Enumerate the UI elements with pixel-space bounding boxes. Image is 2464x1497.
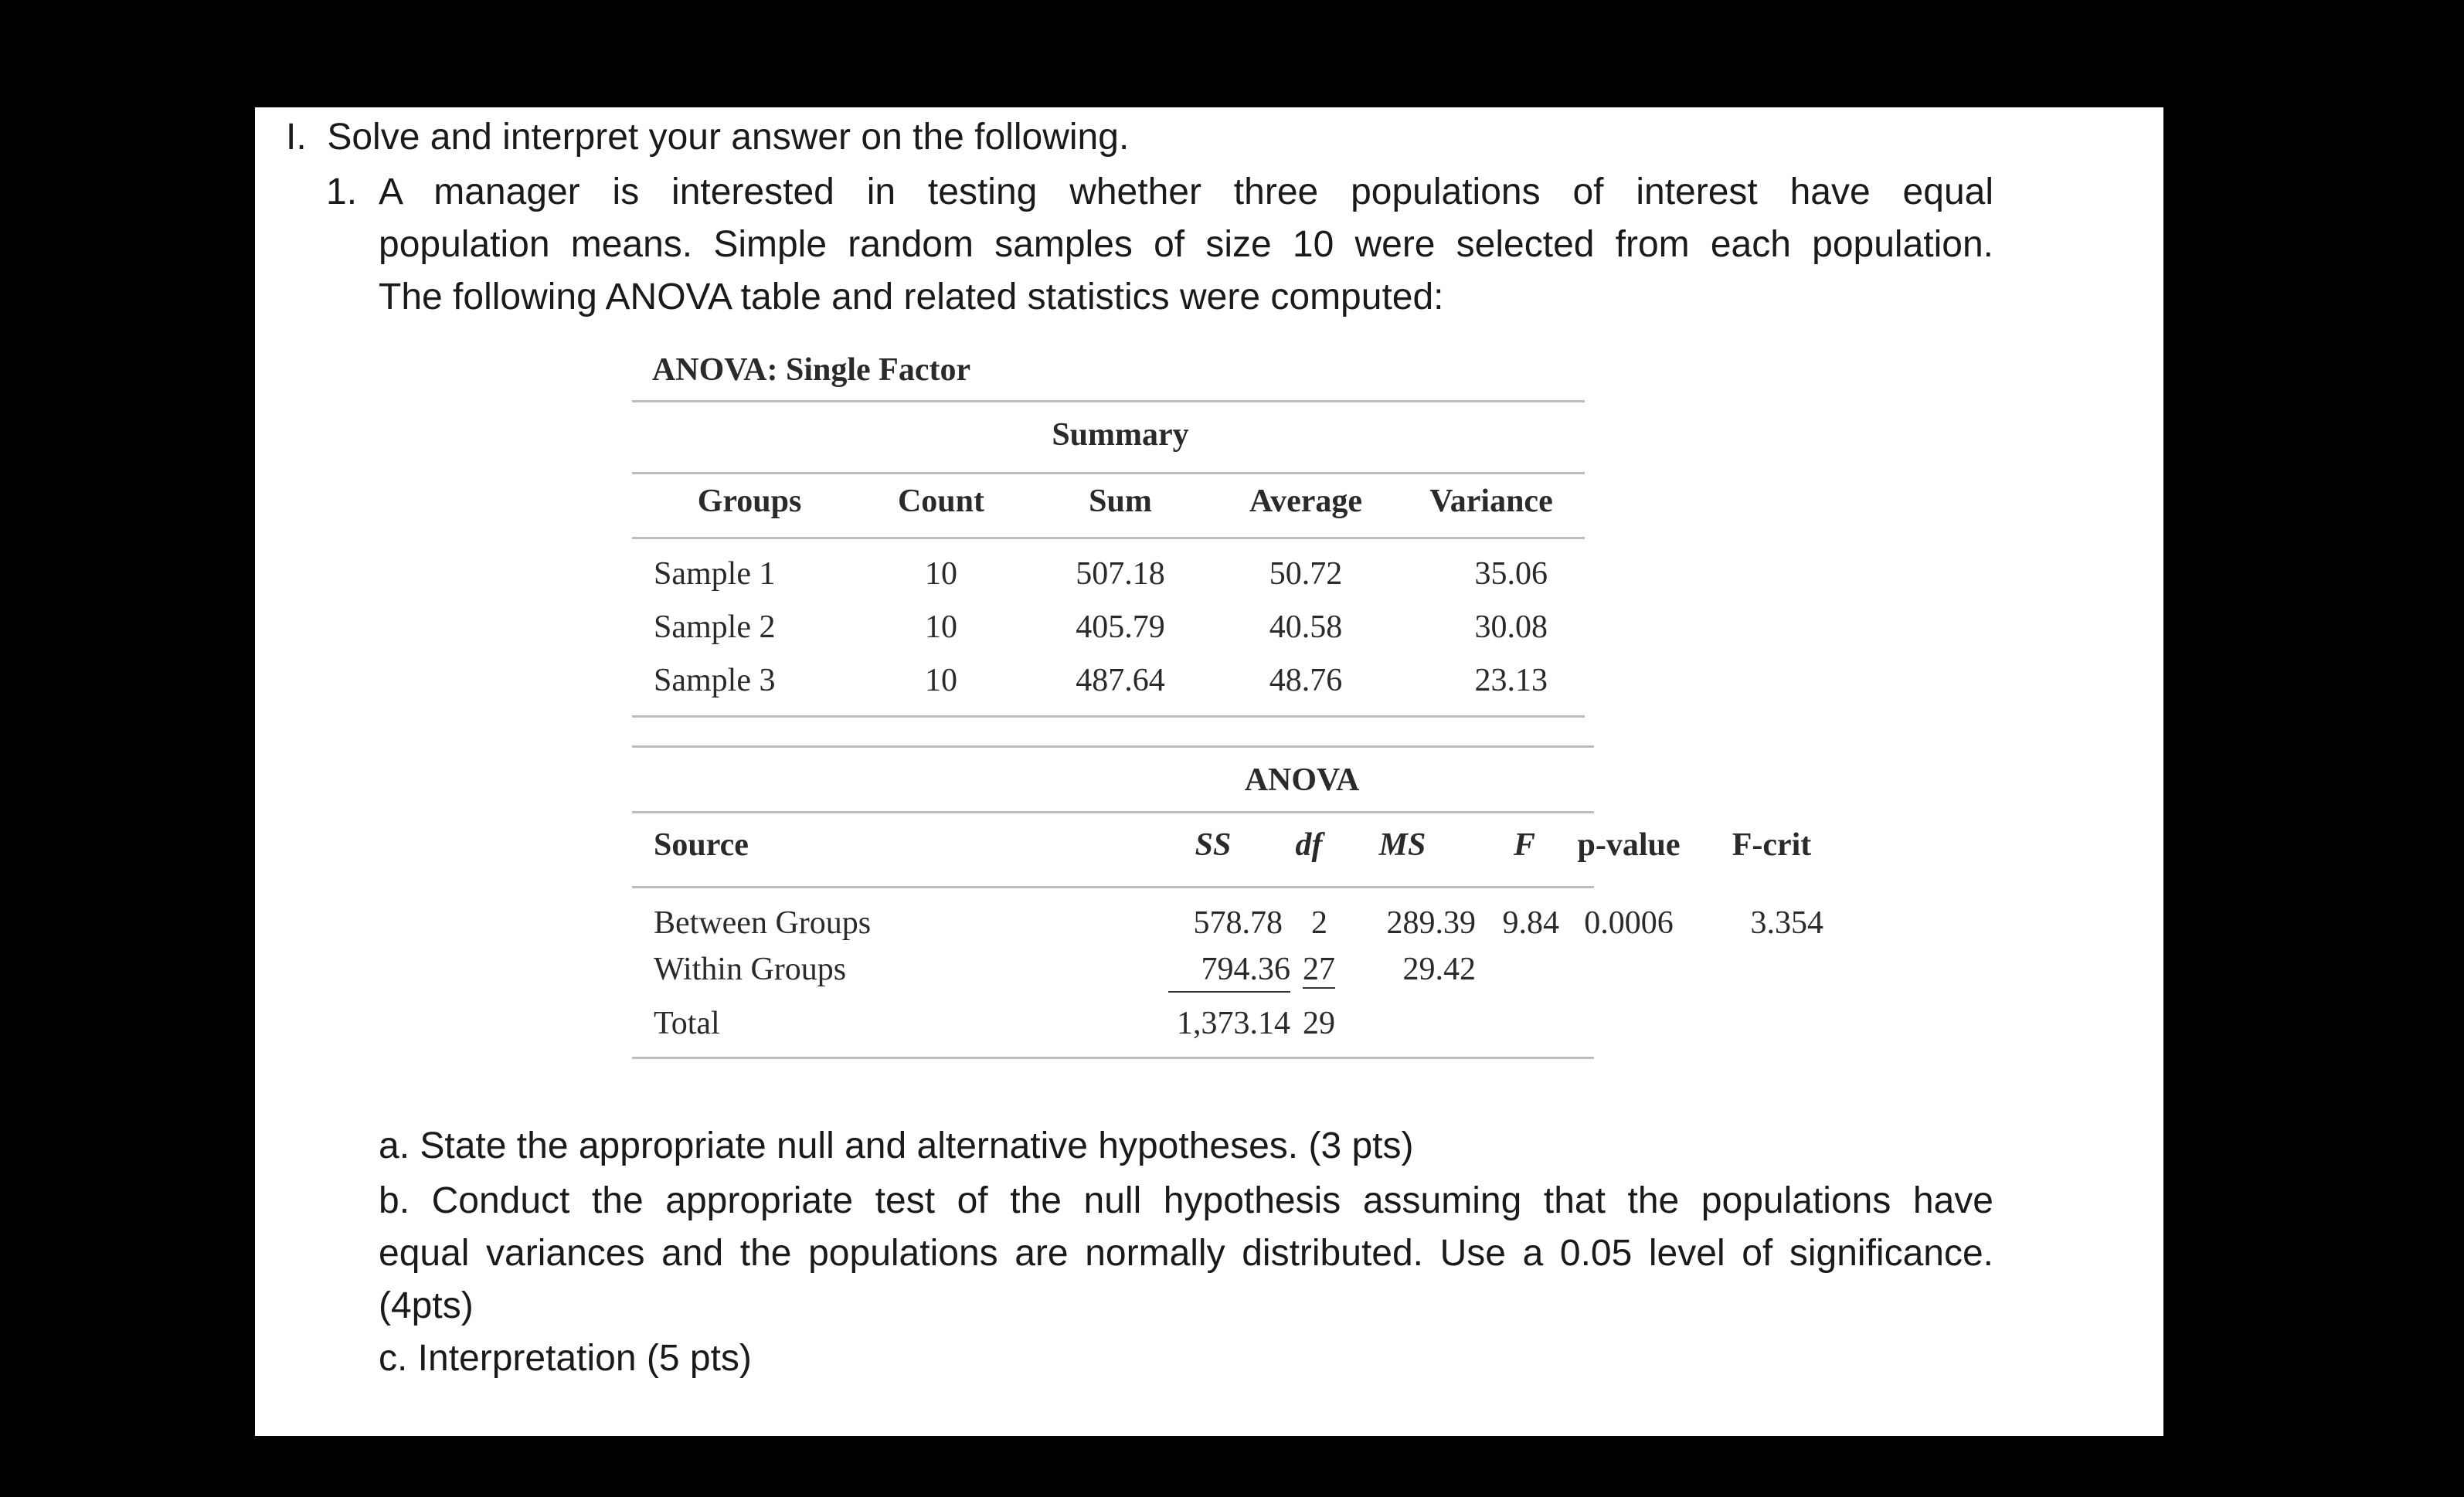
part-b-line-2: equal variances and the populations are normally distributed. Use a 0.05 level of significance. — [379, 1233, 1993, 1274]
divider — [632, 1057, 1594, 1059]
cell-df: 2 — [1311, 905, 1327, 941]
divider — [632, 715, 1585, 718]
row-label: Sample 2 — [654, 609, 776, 645]
summary-header-variance: Variance — [1429, 484, 1553, 519]
anova-header-ss: SS — [1195, 827, 1232, 863]
divider — [632, 886, 1594, 888]
cell-sum: 487.64 — [1076, 663, 1165, 698]
anova-header-source: Source — [654, 827, 749, 863]
row-label: Within Groups — [654, 952, 847, 987]
cell-count: 10 — [925, 556, 957, 592]
cell-variance: 30.08 — [1474, 609, 1548, 645]
cell-fcrit: 3.354 — [1750, 905, 1823, 941]
cell-ss-wrap — [1167, 948, 1290, 993]
cell-sum: 405.79 — [1076, 609, 1165, 645]
row-label: Between Groups — [654, 905, 872, 941]
divider — [632, 472, 1585, 474]
cell-pvalue: 0.0006 — [1584, 905, 1674, 941]
anova-header-f: F — [1513, 827, 1535, 863]
cell-df-wrap — [1298, 948, 1335, 991]
summary-header-groups: Groups — [697, 484, 802, 519]
question-line-1: A manager is interested in testing whether three populations of interest have equal — [379, 171, 1993, 212]
cell-ms: 29.42 — [1402, 952, 1476, 987]
cell-sum: 507.18 — [1076, 556, 1165, 592]
summary-header-average: Average — [1249, 484, 1363, 519]
cell-ss: 1,373.14 — [1177, 1006, 1290, 1041]
cell-count: 10 — [925, 609, 957, 645]
question-line-2: population means. Simple random samples of size 10 were selected from each population. — [379, 224, 1993, 265]
cell-f: 9.84 — [1502, 905, 1559, 941]
part-a: a. State the appropriate null and alternative hypotheses. (3 pts) — [379, 1125, 1414, 1166]
table-title: ANOVA: Single Factor — [651, 352, 971, 388]
cell-ss: 578.78 — [1193, 905, 1283, 941]
cell-ss: 794.36 — [1168, 948, 1290, 993]
section-heading: I. Solve and interpret your answer on the following. — [286, 117, 1130, 158]
summary-label: Summary — [1052, 417, 1189, 453]
row-label: Sample 1 — [654, 556, 776, 592]
anova-label: ANOVA — [1244, 762, 1360, 798]
cell-count: 10 — [925, 663, 957, 698]
summary-header-count: Count — [897, 484, 985, 519]
divider — [632, 745, 1594, 748]
divider — [632, 537, 1585, 539]
cell-ms: 289.39 — [1386, 905, 1476, 941]
cell-average: 50.72 — [1269, 556, 1343, 592]
row-label: Sample 3 — [654, 663, 776, 698]
cell-df: 27 — [1303, 952, 1335, 987]
question-number: 1. — [326, 171, 358, 212]
anova-header-pvalue: p-value — [1577, 827, 1681, 863]
row-label: Total — [654, 1006, 720, 1041]
cell-variance: 23.13 — [1474, 663, 1548, 698]
anova-header-df: df — [1295, 827, 1323, 863]
part-b-line-1: b. Conduct the appropriate test of the null hypothesis assuming that the populations have — [379, 1180, 1993, 1221]
question-line-3: The following ANOVA table and related statistics were computed: — [379, 277, 1444, 317]
cell-df: 29 — [1303, 1006, 1335, 1041]
anova-header-ms: MS — [1378, 827, 1426, 863]
part-b-line-3: (4pts) — [379, 1285, 474, 1326]
divider — [632, 811, 1594, 813]
part-c: c. Interpretation (5 pts) — [379, 1338, 752, 1379]
summary-header-sum: Sum — [1089, 484, 1152, 519]
divider — [632, 400, 1585, 402]
anova-header-fcrit: F-crit — [1732, 827, 1812, 863]
cell-average: 40.58 — [1269, 609, 1343, 645]
cell-variance: 35.06 — [1474, 556, 1548, 592]
cell-average: 48.76 — [1269, 663, 1343, 698]
document-page — [255, 107, 2163, 1436]
